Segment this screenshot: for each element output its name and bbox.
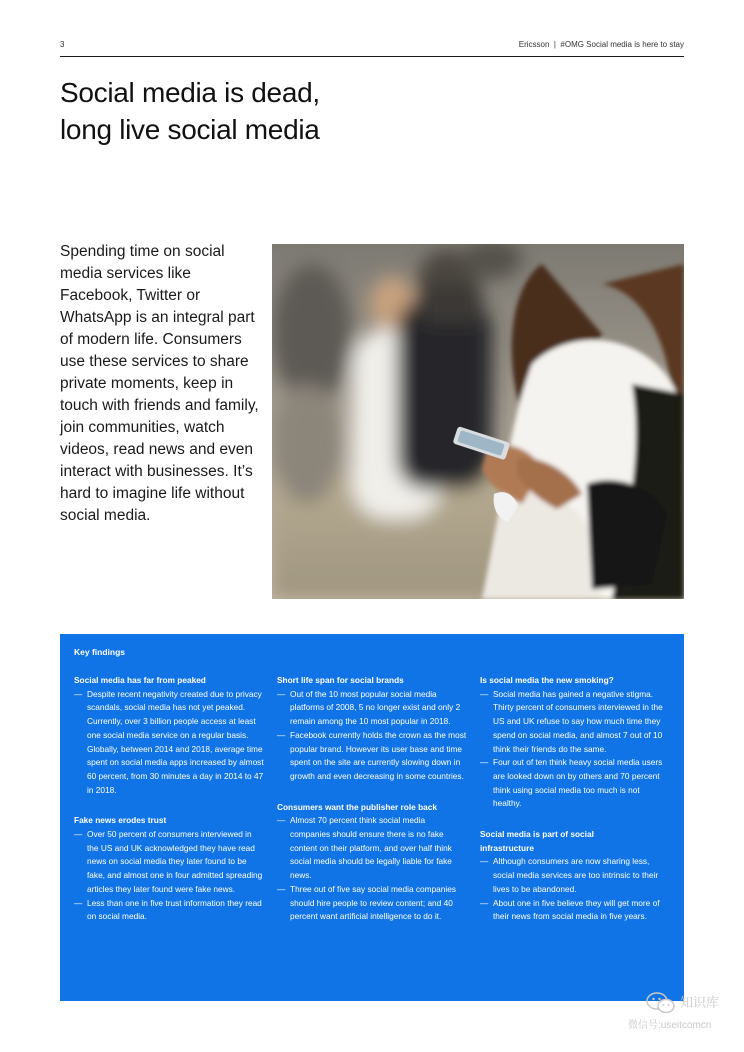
finding-title: Fake news erodes trust [74,815,167,826]
header-divider [60,56,684,57]
finding-title: Is social media the new smoking? [480,675,614,685]
finding-bullet: — About one in five believe they will get more of their news from social media in five years. [480,897,670,924]
finding-title: Social media is part of social infrastructure [480,829,594,853]
finding-section [480,674,670,811]
key-findings-panel [60,634,684,1001]
hero-photo [272,244,684,599]
finding-section [277,674,467,784]
finding-bullet: — Out of the 10 most popular social media platforms of 2008, 5 no longer exist and only 2 remain among the 10 most popular in 2018. [277,688,467,729]
wechat-icon [646,992,676,1014]
page-title-line-2: long live social media [60,114,320,145]
finding-title: Consumers want the publisher role back [277,801,437,812]
watermark-subtitle: 微信号:useitcomcn [628,1020,712,1031]
photo-woman-using-phone [272,244,684,599]
finding-title: Short life span for social brands [277,675,404,685]
finding-title: Social media has far from peaked [74,675,206,685]
intro-paragraph: Spending time on social media services like Facebook, Twitter or WhatsApp is an integral part of modern life. Consumers use these services to share private moments, keep in touch with friends and family, join communities, watch videos, read news and even interact with businesses. It’s hard to imagine life without social media. [60,243,259,524]
finding-section [74,814,264,924]
finding-section [277,801,467,924]
page-title [60,74,560,148]
watermark-name: 知识库 [680,995,720,1010]
finding-bullet: — Over 50 percent of consumers interviewed in the US and UK acknowledged they have read news on social media they later found to be fake, and almost one in four admitted spreading articles they later found were fake news. [74,828,264,897]
finding-bullet: — Less than one in five trust information they read on social media. [74,897,264,924]
key-findings-column-2 [277,674,467,941]
finding-bullet: — Four out of ten think heavy social media users are looked down on by others and 70 percent think using social media too much is not healthy. [480,756,670,811]
watermark [628,990,738,1034]
page-number: 3 [60,40,65,49]
finding-section [480,828,670,924]
finding-bullet: — Three out of five say social media companies should hire people to review content; and 40 percent want artificial intelligence to do it. [277,883,467,924]
finding-bullet: — Almost 70 percent think social media companies should ensure there is no fake content on their platform, and over half think social media should be legally liable for fake news. [277,814,467,883]
key-findings-column-1 [74,674,264,941]
finding-bullet: — Although consumers are now sharing less, social media services are too intrinsic to their lives to be abandoned. [480,855,670,896]
key-findings-heading: Key findings [74,647,126,657]
key-findings-column-3 [480,674,670,941]
finding-section [74,674,264,797]
page-title-line-1: Social media is dead, [60,77,320,108]
running-header: Ericsson | #OMG Social media is here to stay [518,40,684,49]
finding-bullet: — Despite recent negativity created due to privacy scandals, social media has not yet peaked. Currently, over 3 billion people access at least one social media service on a regular basis. Globally, between 2014 and 2018, average time spent on social media apps increased by almost 60 percent, from 30 minutes a day in 2014 to 47 in 2018. [74,688,264,798]
finding-bullet: — Social media has gained a negative stigma. Thirty percent of consumers interviewed in the US and UK refuse to say how much time they spend on social media, and almost 7 out of 10 think their friends do the same. [480,688,670,757]
finding-bullet: — Facebook currently holds the crown as the most popular brand. However its user base and time spent on the site are currently slowing down in growth and even decreasing in some countries. [277,729,467,784]
